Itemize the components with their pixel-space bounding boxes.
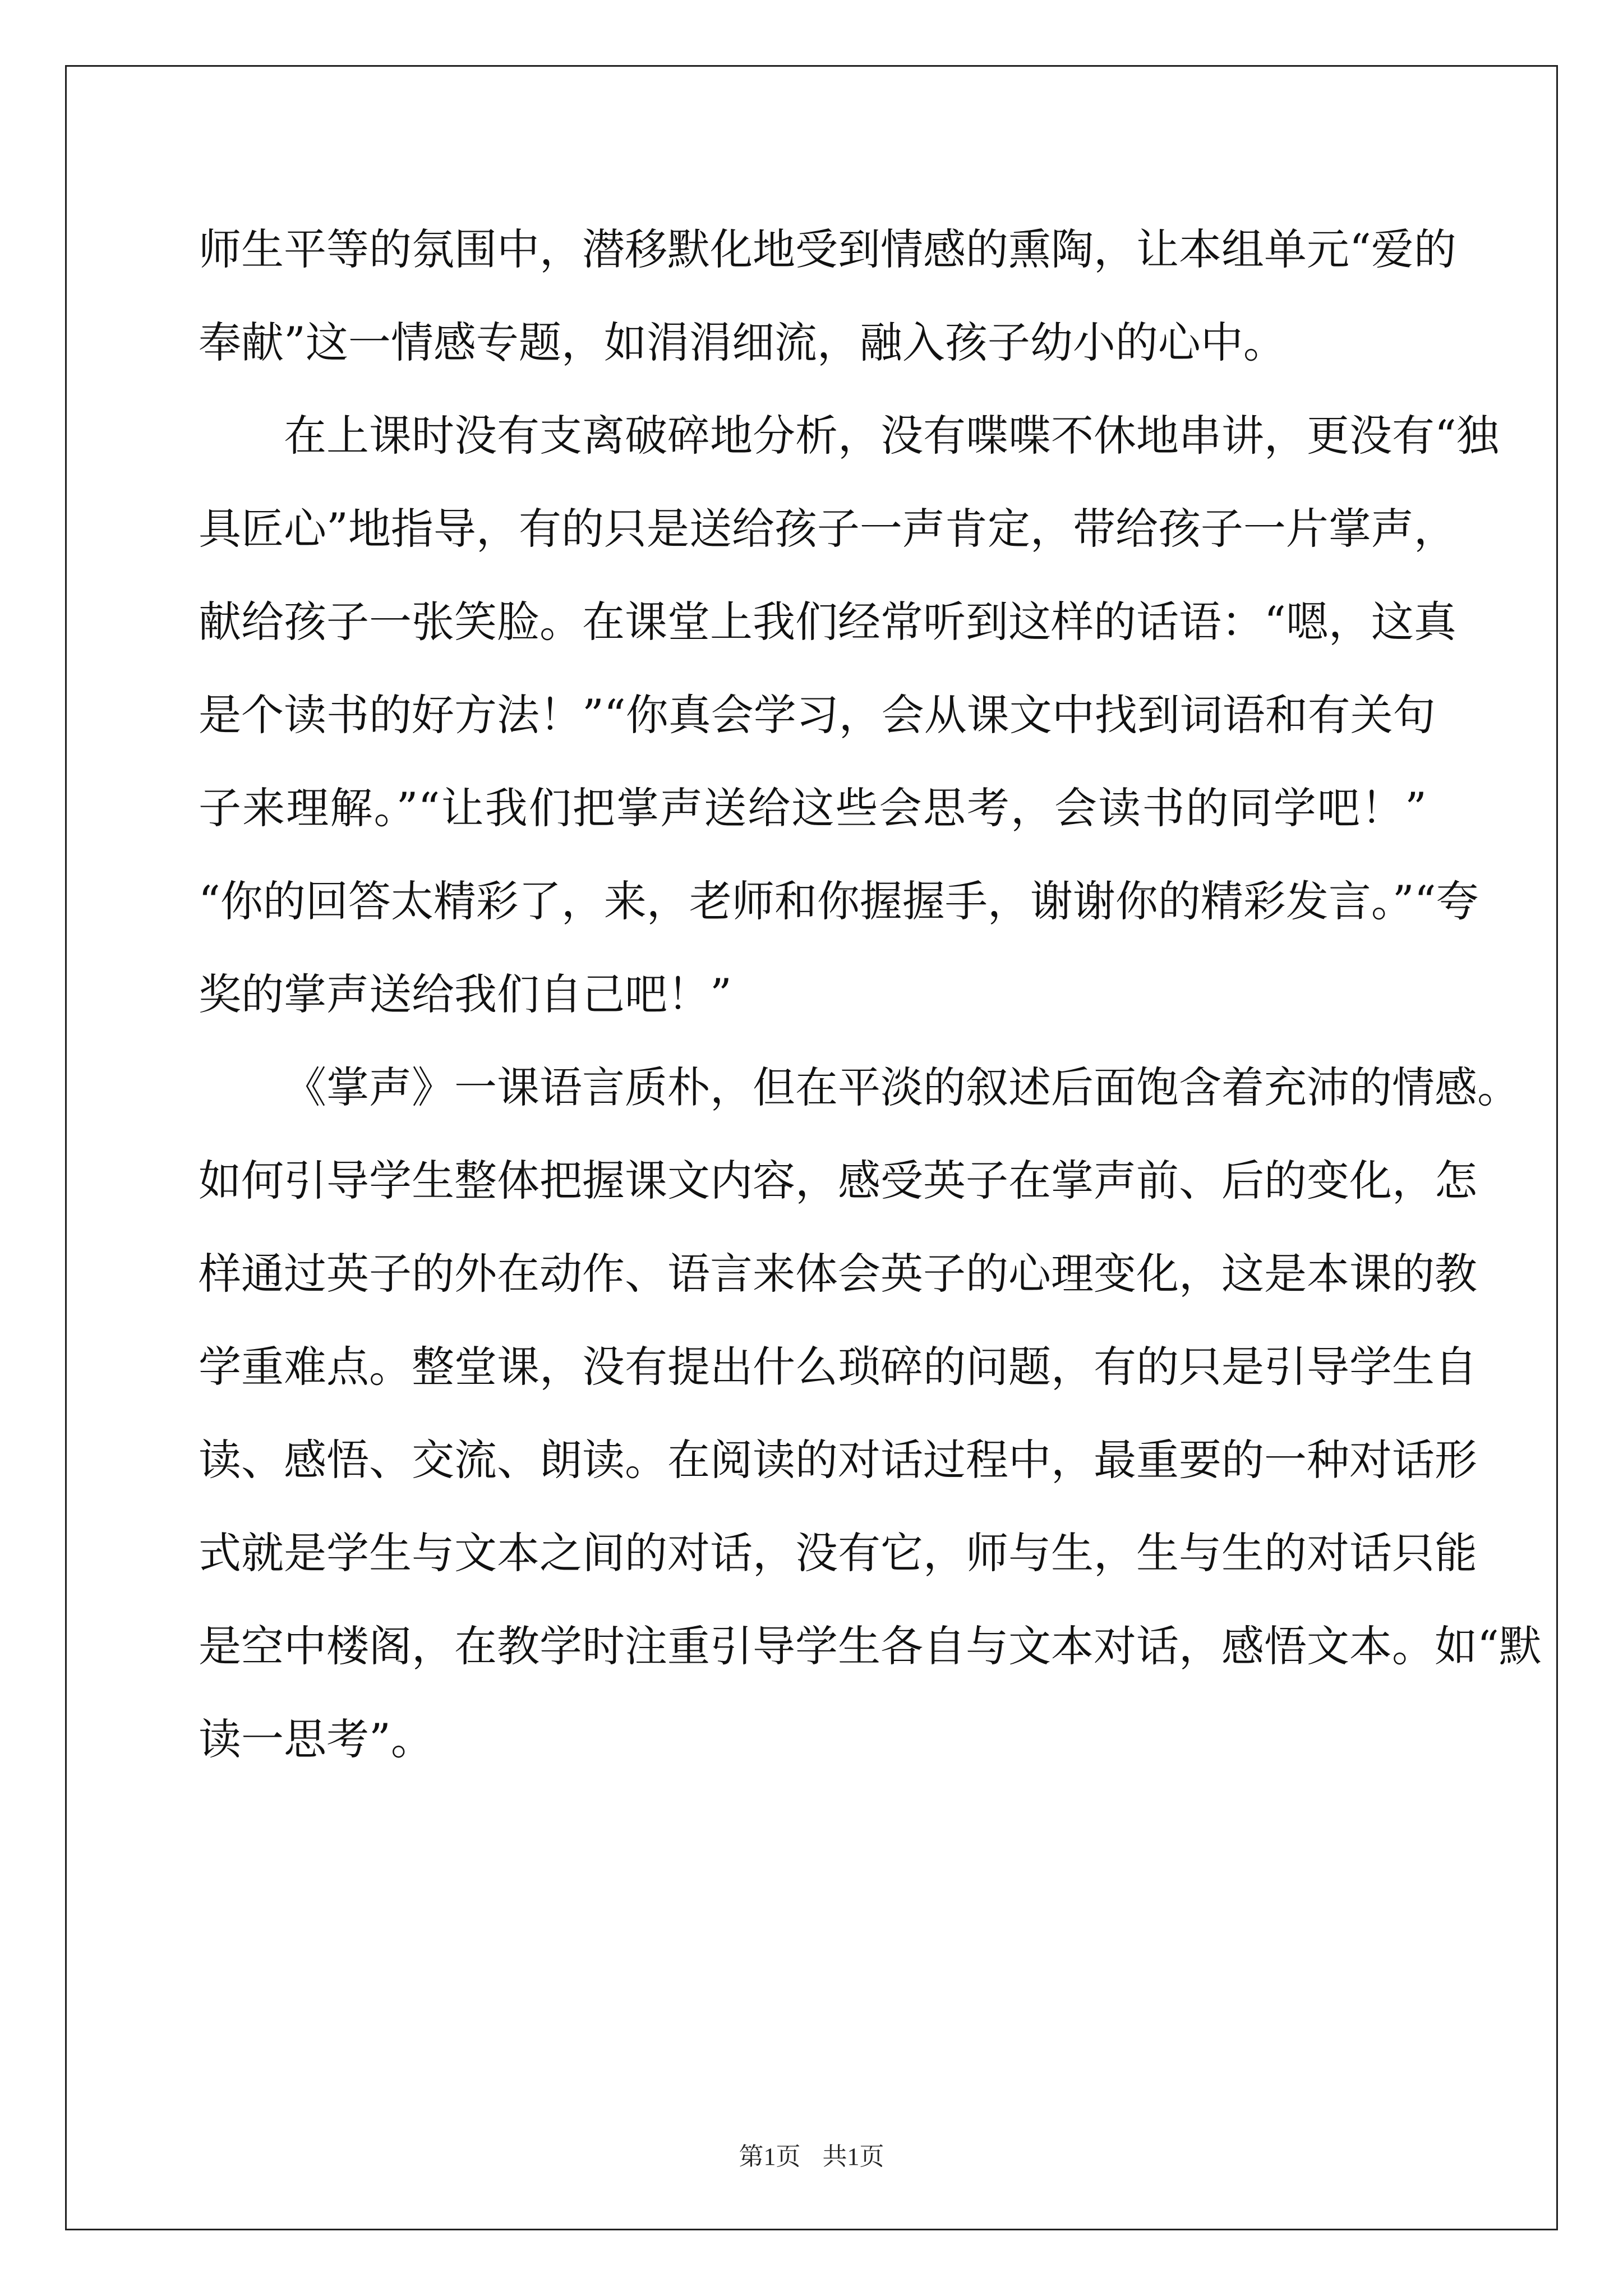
text-line: 样通过英子的外在动作、语言来体会英子的心理变化，这是本课的教 <box>199 1249 1477 1299</box>
paragraph <box>199 203 1456 389</box>
page-number: 第1页 <box>739 2143 801 2170</box>
text-line: 奖的掌声送给我们自己吧！” <box>199 969 732 1019</box>
text-line: 读、感悟、交流、朗读。在阅读的对话过程中，最重要的一种对话形 <box>199 1435 1477 1485</box>
text-line: 师生平等的氛围中，潜移默化地受到情感的熏陶，让本组单元“爱的 <box>199 224 1456 274</box>
paragraph <box>199 389 1499 1041</box>
paragraph <box>199 1041 1542 1786</box>
text-line: 献给孩子一张笑脸。在课堂上我们经常听到这样的话语：“嗯，这真 <box>199 597 1456 647</box>
text-line: 《掌声》一课语言质朴，但在平淡的叙述后面饱含着充沛的情感。 <box>284 1062 1520 1112</box>
text-line: 式就是学生与文本之间的对话，没有它，师与生，生与生的对话只能 <box>199 1528 1477 1578</box>
text-line: 读一思考”。 <box>199 1714 434 1764</box>
text-line: 具匠心”地指导，有的只是送给孩子一声肯定，带给孩子一片掌声， <box>199 504 1456 554</box>
page-footer <box>0 2136 1623 2172</box>
text-line: 是个读书的好方法！”“你真会学习，会从课文中找到词语和有关句 <box>199 690 1436 740</box>
text-line: 是空中楼阁，在教学时注重引导学生各自与文本对话，感悟文本。如“默 <box>199 1621 1542 1671</box>
text-line: 如何引导学生整体把握课文内容，感受英子在掌声前、后的变化，怎 <box>199 1156 1477 1205</box>
text-line: 学重难点。整堂课，没有提出什么琐碎的问题，有的只是引导学生自 <box>199 1342 1477 1392</box>
text-line: 子来理解。”“让我们把掌声送给这些会思考，会读书的同学吧！” <box>199 783 1427 833</box>
document-body <box>199 203 1542 1786</box>
text-line: “你的回答太精彩了，来，老师和你握握手，谢谢你的精彩发言。”“夸 <box>199 876 1479 926</box>
page-total: 共1页 <box>822 2143 884 2170</box>
text-line: 在上课时没有支离破碎地分析，没有喋喋不休地串讲，更没有“独 <box>284 411 1499 461</box>
text-line: 奉献”这一情感专题，如涓涓细流，融入孩子幼小的心中。 <box>199 318 1286 367</box>
